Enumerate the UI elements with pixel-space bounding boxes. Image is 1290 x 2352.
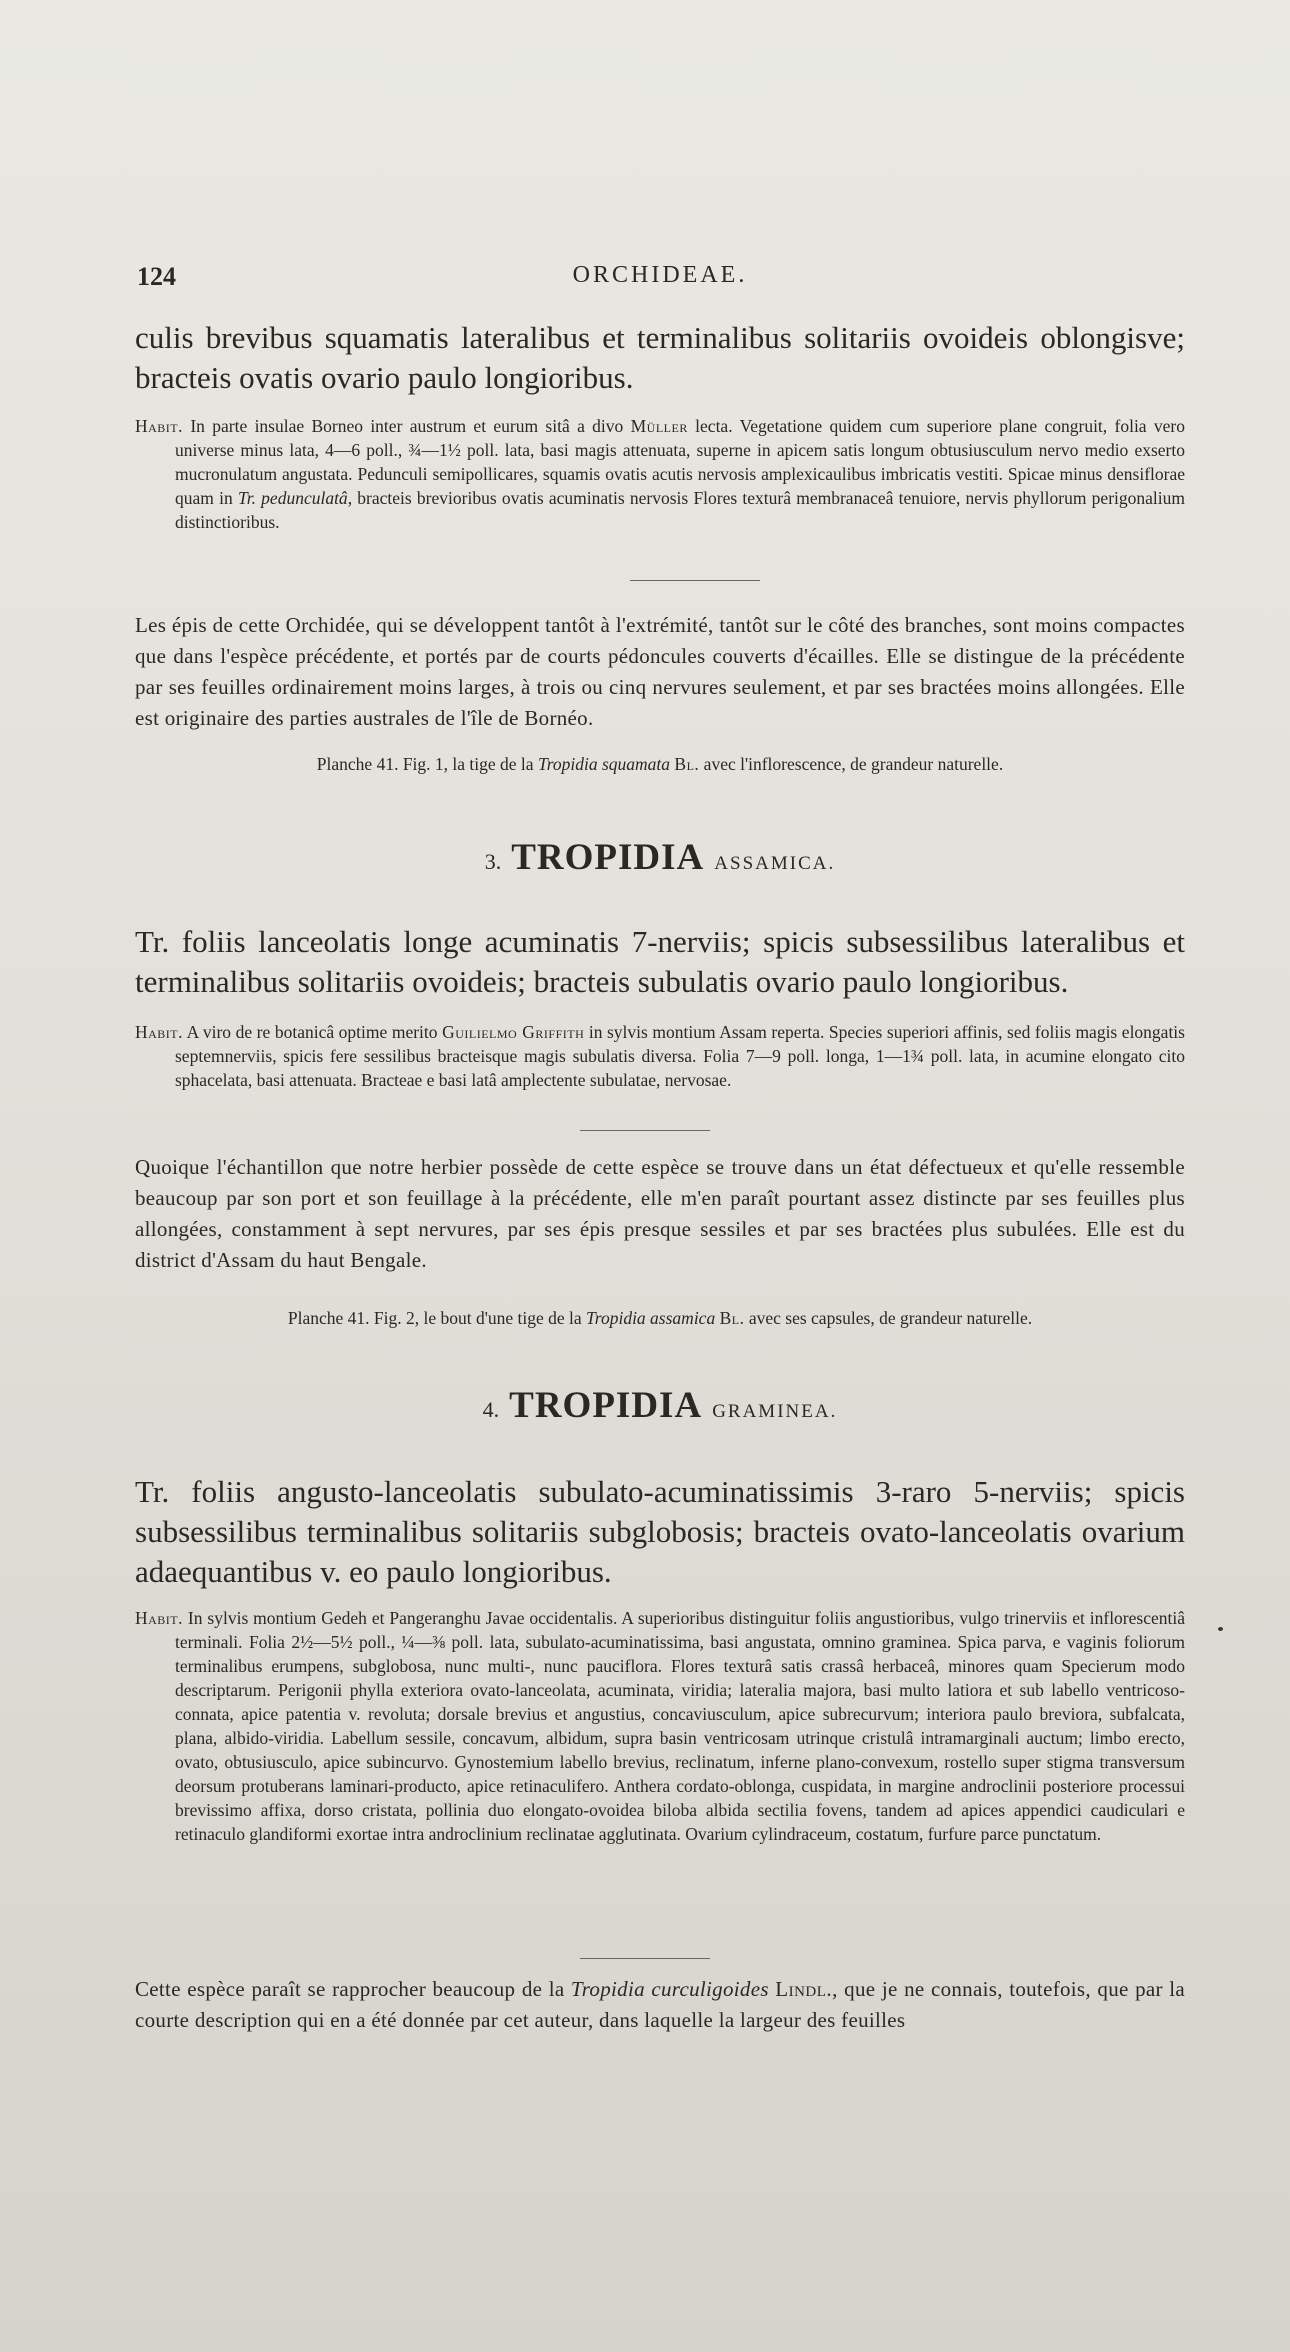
species-number: 3. <box>484 849 502 874</box>
habit-label: Habit. <box>135 1022 184 1042</box>
habit-label: Habit. <box>135 1608 184 1628</box>
divider <box>580 1958 710 1959</box>
sec3-plate-caption: Planche 41. Fig. 2, le bout d'une tige de la Tropidia assamica Bl. avec ses capsules, de grandeur naturelle. <box>287 1308 1033 1328</box>
sec4-diagnosis: Tr. foliis angusto-lanceolatis subulato-acuminatissimis 3-raro 5-nerviis; spicis subsessilibus terminalibus solitariis subglobosis; bracteis ovato-lanceolatis ovarium adaequantibus v. eo paulo longioribus. <box>135 1474 1185 1589</box>
sec2-habitat: Habit. In parte insulae Borneo inter austrum et eurum sitâ a divo Müller lecta. Vegetatione quidem cum superiore plane congruit, folia vero universe minus lata, 4—6 poll., ¾—1½ poll. lata, basi magis attenuata, superne in apicem satis longum obtusiusculum nervo medio exserto mucronulatum angustata. Pedunculi semipollicares, squamis ovatis acutis nervosis amplexicaulibus imbricatis vestiti. Spicae minus densiflorae quam in Tr. pedunculatâ, bracteis brevioribus ovatis acuminatis nervosis Flores texturâ membranaceâ tenuiore, nervis phyllorum perigonalium distinctioribus. <box>135 416 1186 532</box>
sec4-heading <box>135 1384 1185 1434</box>
collector-name: Guilielmo Griffith <box>442 1022 585 1042</box>
genus-name: TROPIDIA <box>511 837 705 878</box>
sec2-french-text: Les épis de cette Orchidée, qui se développent tantôt à l'extrémité, tantôt sur le côté des branches, sont moins compactes que dans l'espèce précédente, et portés par de courts pédoncules couverts d'écailles. Elle se distingue de la précédente par ses feuilles ordinairement moins larges, à trois ou cinq nervures seulement, et par ses bractées moins allongées. Elle est originaire des parties australes de l'île de Bornéo. <box>135 613 1185 730</box>
sec3-diagnosis: Tr. foliis lanceolatis longe acuminatis 7-nerviis; spicis subsessilibus lateralibus et terminalibus solitariis ovoideis; bracteis subulatis ovario paulo longioribus. <box>135 924 1185 999</box>
running-title: ORCHIDEAE. <box>572 262 748 288</box>
ink-speck <box>1218 1627 1223 1631</box>
sec3-habitat: Habit. A viro de re botanicâ optime merito Guilielmo Griffith in sylvis montium Assam reperta. Species superiori affinis, sed foliis magis elongatis septemnerviis, spicis fere sessilibus bracteisque magis subulatis diversa. Folia 7—9 poll. longa, 1—1¾ poll. lata, in acumine elongato cito sphacelata, basi attenuata. Bracteae e basi latâ amplectente subulatae, nervosae. <box>135 1022 1185 1090</box>
collector-name: Müller <box>630 416 688 436</box>
sec4-habitat: Habit. In sylvis montium Gedeh et Pangeranghu Javae occidentalis. A superioribus distinguitur foliis angustioribus, vulgo trinerviis et inflorescentiâ terminali. Folia 2½—5½ poll., ¼—⅜ poll. lata, subulato-acuminatissima, basi angustata, omnino graminea. Spica parva, e vaginis foliorum terminalibus erumpens, subglobosa, nunc multi-, nunc pauciflora. Flores texturâ satis crassâ herbaceâ, minores quam Specierum modo descriptarum. Perigonii phylla exteriora ovato-lanceolata, acuminata, viridia; lateralia majora, basi multo latiora et sub labello ventricoso-connata, apice patentia v. revoluta; dorsale brevius et angustius, concaviusculum, apice subrecurvum; interiora paulo breviora, subfalcata, plana, albido-viridia. Labellum sessile, concavum, albidum, supra basin ventricosam utrinque cristulâ intramarginali auctum; limbo erecto, ovato, obtusiusculo, apice subincurvo. Gynostemium labello brevius, reclinatum, inferne plano-convexum, rostello super stigma transversum deorsum protuberans laminari-producto, apice retinaculifero. Anthera cordato-oblonga, cuspidata, in margine androclinii posteriore processui brevissimo affixa, dorso cristata, pollinia duo elongato-ovoidea biloba albida sectilia fovens, tandem ad apices appendici caudiculari e retinaculo glandiformi exortae intra androclinium reclinatae agglutinata. Ovarium cylindraceum, costatum, furfure parce punctatum. <box>135 1608 1185 1844</box>
page-number: 124 <box>137 262 176 291</box>
species-name: GRAMINEA. <box>712 1401 838 1422</box>
habit-label: Habit. <box>135 416 184 436</box>
species-number: 4. <box>482 1397 500 1422</box>
sec3-french-text: Quoique l'échantillon que notre herbier possède de cette espèce se trouve dans un état défectueux et qu'elle ressemble beaucoup par son port et son feuillage à la précédente, elle m'en paraît pourtant assez distincte par ses feuilles plus allongées, constamment à sept nervures, par ses épis presque sessiles et par ses bractées plus subulées. Elle est du district d'Assam du haut Bengale. <box>135 1155 1185 1272</box>
species-name: ASSAMICA. <box>714 853 836 874</box>
sec4-french-text: Cette espèce paraît se rapprocher beaucoup de la Tropidia curculigoides Lindl., que je ne connais, toutefois, que par la courte description qui en a été donnée par cet auteur, dans laquelle la largeur des feuilles <box>135 1977 1186 2032</box>
species-ref: Tr. pedunculatâ <box>237 488 348 508</box>
sec3-heading <box>135 836 1185 886</box>
running-head <box>135 262 1185 292</box>
divider <box>630 580 760 581</box>
sec2-plate-caption: Planche 41. Fig. 1, la tige de la Tropidia squamata Bl. avec l'inflorescence, de grandeur naturelle. <box>316 754 1004 774</box>
divider <box>580 1130 710 1131</box>
genus-name: TROPIDIA <box>509 1385 703 1426</box>
sec2-diagnosis: culis brevibus squamatis lateralibus et terminalibus solitariis ovoideis oblongisve; bracteis ovatis ovario paulo longioribus. <box>135 320 1185 395</box>
